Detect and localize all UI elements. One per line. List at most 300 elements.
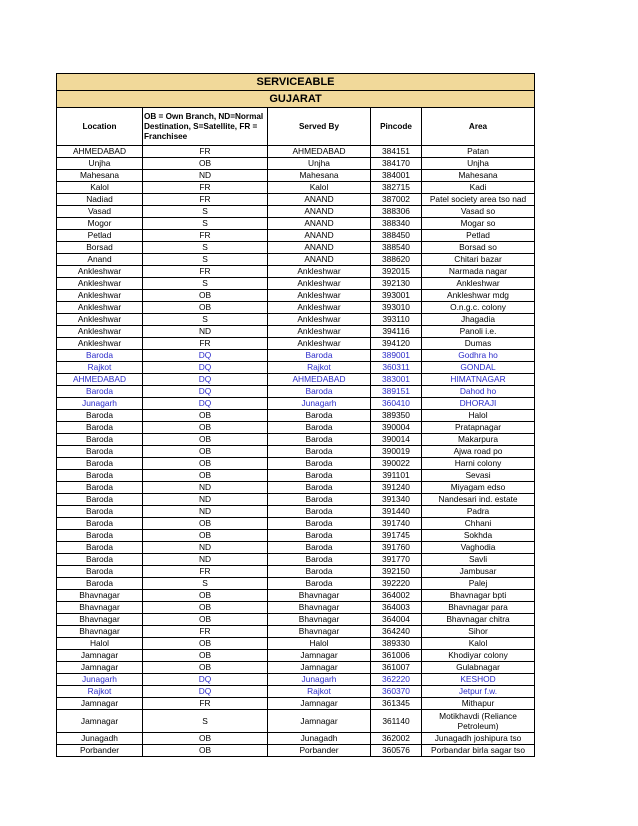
table-row	[57, 686, 535, 698]
cell-location: Baroda	[57, 578, 143, 590]
cell-location: Borsad	[57, 242, 143, 254]
cell-served-by: Bhavnagar	[268, 614, 371, 626]
cell-served-by: Jamnagar	[268, 662, 371, 674]
cell-served-by: Junagarh	[268, 398, 371, 410]
cell-pincode: 361006	[371, 650, 422, 662]
cell-location: Ankleshwar	[57, 278, 143, 290]
cell-served-by: Baroda	[268, 410, 371, 422]
cell-served-by: Ankleshwar	[268, 326, 371, 338]
cell-area: Panoli i.e.	[422, 326, 535, 338]
table-subtitle: GUJARAT	[57, 91, 535, 108]
cell-location: Baroda	[57, 386, 143, 398]
cell-area: Vaghodia	[422, 542, 535, 554]
cell-location: Bhavnagar	[57, 590, 143, 602]
cell-pincode: 383001	[371, 374, 422, 386]
cell-pincode: 364002	[371, 590, 422, 602]
cell-type: OB	[143, 745, 268, 757]
table-row	[57, 302, 535, 314]
cell-location: Mahesana	[57, 170, 143, 182]
table-row	[57, 146, 535, 158]
cell-area: Petlad	[422, 230, 535, 242]
cell-served-by: Halol	[268, 638, 371, 650]
cell-location: Unjha	[57, 158, 143, 170]
cell-pincode: 391101	[371, 470, 422, 482]
cell-area: Pratapnagar	[422, 422, 535, 434]
cell-type: OB	[143, 470, 268, 482]
cell-area: Borsad so	[422, 242, 535, 254]
cell-type: FR	[143, 194, 268, 206]
table-row	[57, 254, 535, 266]
cell-pincode: 393001	[371, 290, 422, 302]
cell-area: Harni colony	[422, 458, 535, 470]
table-row	[57, 626, 535, 638]
table-row	[57, 158, 535, 170]
cell-location: Baroda	[57, 494, 143, 506]
table-row	[57, 733, 535, 745]
cell-pincode: 364004	[371, 614, 422, 626]
cell-area: Nandesari ind. estate	[422, 494, 535, 506]
cell-pincode: 364003	[371, 602, 422, 614]
cell-type: OB	[143, 590, 268, 602]
cell-served-by: Baroda	[268, 422, 371, 434]
cell-area: Narmada nagar	[422, 266, 535, 278]
table-row	[57, 434, 535, 446]
cell-type: DQ	[143, 398, 268, 410]
cell-location: AHMEDABAD	[57, 374, 143, 386]
cell-pincode: 362002	[371, 733, 422, 745]
cell-served-by: ANAND	[268, 242, 371, 254]
cell-pincode: 364240	[371, 626, 422, 638]
cell-type: FR	[143, 182, 268, 194]
cell-location: Baroda	[57, 554, 143, 566]
table-title: SERVICEABLE	[57, 74, 535, 91]
table-row	[57, 314, 535, 326]
cell-location: Jamnagar	[57, 650, 143, 662]
cell-location: Ankleshwar	[57, 290, 143, 302]
table-row	[57, 170, 535, 182]
cell-served-by: Ankleshwar	[268, 266, 371, 278]
cell-type: S	[143, 206, 268, 218]
table-row	[57, 218, 535, 230]
cell-served-by: Baroda	[268, 386, 371, 398]
cell-type: FR	[143, 338, 268, 350]
cell-served-by: Baroda	[268, 458, 371, 470]
cell-area: Bhavnagar para	[422, 602, 535, 614]
cell-served-by: Rajkot	[268, 362, 371, 374]
cell-served-by: Baroda	[268, 446, 371, 458]
cell-served-by: Rajkot	[268, 686, 371, 698]
cell-type: DQ	[143, 674, 268, 686]
cell-pincode: 389330	[371, 638, 422, 650]
table-row	[57, 374, 535, 386]
cell-pincode: 388450	[371, 230, 422, 242]
cell-location: Jamnagar	[57, 662, 143, 674]
cell-served-by: Bhavnagar	[268, 590, 371, 602]
cell-location: Porbander	[57, 745, 143, 757]
cell-pincode: 384151	[371, 146, 422, 158]
header-pincode: Pincode	[371, 108, 422, 146]
cell-area: Jetpur f.w.	[422, 686, 535, 698]
cell-pincode: 360576	[371, 745, 422, 757]
cell-served-by: Porbander	[268, 745, 371, 757]
table-row	[57, 278, 535, 290]
cell-area: Sevasi	[422, 470, 535, 482]
cell-pincode: 392130	[371, 278, 422, 290]
cell-area: Patel society area tso nad	[422, 194, 535, 206]
cell-type: ND	[143, 506, 268, 518]
cell-area: Bhavnagar chitra	[422, 614, 535, 626]
cell-type: DQ	[143, 686, 268, 698]
cell-served-by: Baroda	[268, 554, 371, 566]
cell-location: Vasad	[57, 206, 143, 218]
table-row	[57, 482, 535, 494]
cell-pincode: 392220	[371, 578, 422, 590]
cell-location: Mogor	[57, 218, 143, 230]
cell-location: Baroda	[57, 422, 143, 434]
cell-type: DQ	[143, 386, 268, 398]
cell-type: OB	[143, 602, 268, 614]
table-row	[57, 554, 535, 566]
cell-pincode: 384170	[371, 158, 422, 170]
header-row	[57, 108, 535, 146]
cell-served-by: Baroda	[268, 350, 371, 362]
cell-location: AHMEDABAD	[57, 146, 143, 158]
cell-type: FR	[143, 266, 268, 278]
cell-pincode: 394120	[371, 338, 422, 350]
cell-served-by: Ankleshwar	[268, 290, 371, 302]
cell-served-by: Baroda	[268, 434, 371, 446]
cell-location: Baroda	[57, 470, 143, 482]
table-row	[57, 638, 535, 650]
cell-location: Baroda	[57, 446, 143, 458]
cell-pincode: 360370	[371, 686, 422, 698]
cell-pincode: 390004	[371, 422, 422, 434]
cell-type: OB	[143, 422, 268, 434]
cell-location: Baroda	[57, 542, 143, 554]
cell-area: Gulabnagar	[422, 662, 535, 674]
cell-type: ND	[143, 482, 268, 494]
cell-area: Porbandar birla sagar tso	[422, 745, 535, 757]
table-row	[57, 410, 535, 422]
cell-pincode: 382715	[371, 182, 422, 194]
table-row	[57, 590, 535, 602]
cell-location: Anand	[57, 254, 143, 266]
cell-served-by: ANAND	[268, 194, 371, 206]
cell-area: GONDAL	[422, 362, 535, 374]
cell-pincode: 389350	[371, 410, 422, 422]
cell-pincode: 390022	[371, 458, 422, 470]
cell-type: OB	[143, 410, 268, 422]
cell-area: Bhavnagar bpti	[422, 590, 535, 602]
cell-area: Patan	[422, 146, 535, 158]
cell-type: OB	[143, 290, 268, 302]
cell-location: Baroda	[57, 482, 143, 494]
table-row	[57, 230, 535, 242]
table-row	[57, 578, 535, 590]
cell-pincode: 387002	[371, 194, 422, 206]
cell-type: FR	[143, 698, 268, 710]
cell-location: Baroda	[57, 350, 143, 362]
cell-served-by: Baroda	[268, 506, 371, 518]
cell-type: OB	[143, 650, 268, 662]
cell-location: Rajkot	[57, 686, 143, 698]
cell-type: DQ	[143, 374, 268, 386]
cell-location: Kalol	[57, 182, 143, 194]
cell-type: OB	[143, 614, 268, 626]
cell-served-by: Bhavnagar	[268, 626, 371, 638]
header-location: Location	[57, 108, 143, 146]
cell-served-by: Baroda	[268, 482, 371, 494]
cell-area: Dahod ho	[422, 386, 535, 398]
cell-pincode: 388306	[371, 206, 422, 218]
cell-pincode: 392015	[371, 266, 422, 278]
cell-location: Baroda	[57, 506, 143, 518]
cell-served-by: Bhavnagar	[268, 602, 371, 614]
cell-type: OB	[143, 733, 268, 745]
cell-pincode: 389001	[371, 350, 422, 362]
header-type: OB = Own Branch, ND=Normal Destination, S=Satellite, FR = Franchisee	[143, 108, 268, 146]
cell-pincode: 362220	[371, 674, 422, 686]
cell-served-by: Junagadh	[268, 733, 371, 745]
cell-pincode: 393010	[371, 302, 422, 314]
cell-area: Chitari bazar	[422, 254, 535, 266]
table-row	[57, 518, 535, 530]
cell-type: S	[143, 578, 268, 590]
cell-area: Sihor	[422, 626, 535, 638]
cell-type: OB	[143, 158, 268, 170]
cell-type: S	[143, 710, 268, 733]
cell-location: Ankleshwar	[57, 326, 143, 338]
cell-area: Mithapur	[422, 698, 535, 710]
cell-type: S	[143, 314, 268, 326]
cell-type: DQ	[143, 350, 268, 362]
cell-area: Kalol	[422, 638, 535, 650]
cell-area: Sokhda	[422, 530, 535, 542]
cell-location: Jamnagar	[57, 698, 143, 710]
serviceable-table	[56, 73, 535, 757]
cell-type: OB	[143, 446, 268, 458]
cell-area: Vasad so	[422, 206, 535, 218]
cell-type: OB	[143, 458, 268, 470]
cell-location: Ankleshwar	[57, 314, 143, 326]
cell-pincode: 388540	[371, 242, 422, 254]
cell-location: Petlad	[57, 230, 143, 242]
cell-type: OB	[143, 530, 268, 542]
table-row	[57, 674, 535, 686]
cell-location: Junagarh	[57, 674, 143, 686]
table-row	[57, 602, 535, 614]
cell-type: S	[143, 254, 268, 266]
cell-served-by: Baroda	[268, 518, 371, 530]
cell-location: Baroda	[57, 530, 143, 542]
cell-location: Halol	[57, 638, 143, 650]
cell-location: Junagadh	[57, 733, 143, 745]
subtitle-row	[57, 91, 535, 108]
cell-location: Nadiad	[57, 194, 143, 206]
cell-pincode: 390014	[371, 434, 422, 446]
cell-served-by: Jamnagar	[268, 710, 371, 733]
cell-served-by: Baroda	[268, 542, 371, 554]
cell-area: Ajwa road po	[422, 446, 535, 458]
table-row	[57, 506, 535, 518]
cell-location: Bhavnagar	[57, 626, 143, 638]
cell-location: Ankleshwar	[57, 302, 143, 314]
cell-area: Ankleshwar mdg	[422, 290, 535, 302]
cell-pincode: 390019	[371, 446, 422, 458]
table-row	[57, 458, 535, 470]
cell-pincode: 388620	[371, 254, 422, 266]
cell-type: ND	[143, 170, 268, 182]
cell-location: Junagarh	[57, 398, 143, 410]
table-row	[57, 326, 535, 338]
cell-area: Jambusar	[422, 566, 535, 578]
cell-location: Ankleshwar	[57, 266, 143, 278]
cell-area: Makarpura	[422, 434, 535, 446]
cell-served-by: AHMEDABAD	[268, 374, 371, 386]
cell-area: Palej	[422, 578, 535, 590]
cell-area: Motikhavdi (Reliance Petroleum)	[422, 710, 535, 733]
cell-location: Ankleshwar	[57, 338, 143, 350]
cell-type: S	[143, 218, 268, 230]
cell-area: DHORAJI	[422, 398, 535, 410]
cell-type: OB	[143, 662, 268, 674]
cell-location: Baroda	[57, 410, 143, 422]
cell-pincode: 389151	[371, 386, 422, 398]
cell-type: FR	[143, 230, 268, 242]
table-row	[57, 446, 535, 458]
cell-served-by: ANAND	[268, 206, 371, 218]
cell-pincode: 361345	[371, 698, 422, 710]
table-row	[57, 530, 535, 542]
cell-area: Khodiyar colony	[422, 650, 535, 662]
cell-location: Rajkot	[57, 362, 143, 374]
table-row	[57, 266, 535, 278]
cell-served-by: Jamnagar	[268, 650, 371, 662]
cell-pincode: 384001	[371, 170, 422, 182]
cell-area: Padra	[422, 506, 535, 518]
header-served-by: Served By	[268, 108, 371, 146]
cell-type: DQ	[143, 362, 268, 374]
header-area: Area	[422, 108, 535, 146]
table-row	[57, 362, 535, 374]
cell-served-by: ANAND	[268, 254, 371, 266]
cell-area: Godhra ho	[422, 350, 535, 362]
table-row	[57, 290, 535, 302]
cell-location: Baroda	[57, 518, 143, 530]
cell-area: Jhagadia	[422, 314, 535, 326]
cell-location: Jamnagar	[57, 710, 143, 733]
table-row	[57, 242, 535, 254]
cell-location: Bhavnagar	[57, 602, 143, 614]
cell-area: Dumas	[422, 338, 535, 350]
cell-type: ND	[143, 326, 268, 338]
cell-location: Baroda	[57, 566, 143, 578]
cell-served-by: ANAND	[268, 230, 371, 242]
cell-area: Junagadh joshipura tso	[422, 733, 535, 745]
cell-location: Bhavnagar	[57, 614, 143, 626]
cell-served-by: Kalol	[268, 182, 371, 194]
cell-type: S	[143, 278, 268, 290]
table-row	[57, 566, 535, 578]
cell-served-by: Baroda	[268, 494, 371, 506]
cell-pincode: 360410	[371, 398, 422, 410]
table-row	[57, 194, 535, 206]
cell-pincode: 394116	[371, 326, 422, 338]
cell-location: Baroda	[57, 458, 143, 470]
cell-type: OB	[143, 638, 268, 650]
cell-served-by: Jamnagar	[268, 698, 371, 710]
cell-area: Ankleshwar	[422, 278, 535, 290]
cell-served-by: Baroda	[268, 578, 371, 590]
cell-served-by: Ankleshwar	[268, 302, 371, 314]
cell-type: FR	[143, 146, 268, 158]
cell-area: Unjha	[422, 158, 535, 170]
cell-area: HIMATNAGAR	[422, 374, 535, 386]
cell-area: Halol	[422, 410, 535, 422]
cell-location: Baroda	[57, 434, 143, 446]
cell-served-by: Ankleshwar	[268, 314, 371, 326]
cell-type: OB	[143, 302, 268, 314]
cell-served-by: Junagarh	[268, 674, 371, 686]
cell-pincode: 391340	[371, 494, 422, 506]
cell-pincode: 393110	[371, 314, 422, 326]
cell-type: FR	[143, 626, 268, 638]
table-row	[57, 470, 535, 482]
cell-served-by: Baroda	[268, 470, 371, 482]
cell-pincode: 391745	[371, 530, 422, 542]
table-body	[57, 146, 535, 757]
table-row	[57, 422, 535, 434]
table-row	[57, 494, 535, 506]
cell-type: OB	[143, 518, 268, 530]
cell-pincode: 361007	[371, 662, 422, 674]
cell-pincode: 391740	[371, 518, 422, 530]
cell-area: Mogar so	[422, 218, 535, 230]
table-row	[57, 182, 535, 194]
table-row	[57, 650, 535, 662]
cell-type: ND	[143, 542, 268, 554]
cell-served-by: Ankleshwar	[268, 338, 371, 350]
table-row	[57, 662, 535, 674]
cell-pincode: 388340	[371, 218, 422, 230]
cell-type: ND	[143, 554, 268, 566]
cell-pincode: 391240	[371, 482, 422, 494]
cell-served-by: ANAND	[268, 218, 371, 230]
table-row	[57, 338, 535, 350]
cell-served-by: Unjha	[268, 158, 371, 170]
cell-area: Chhani	[422, 518, 535, 530]
cell-area: Kadi	[422, 182, 535, 194]
cell-served-by: Baroda	[268, 566, 371, 578]
cell-type: ND	[143, 494, 268, 506]
table-row	[57, 398, 535, 410]
cell-pincode: 391760	[371, 542, 422, 554]
cell-area: Mahesana	[422, 170, 535, 182]
cell-served-by: Mahesana	[268, 170, 371, 182]
cell-served-by: AHMEDABAD	[268, 146, 371, 158]
cell-pincode: 391440	[371, 506, 422, 518]
cell-area: KESHOD	[422, 674, 535, 686]
cell-pincode: 361140	[371, 710, 422, 733]
cell-type: S	[143, 242, 268, 254]
table-row	[57, 698, 535, 710]
cell-area: Savli	[422, 554, 535, 566]
cell-served-by: Baroda	[268, 530, 371, 542]
cell-pincode: 392150	[371, 566, 422, 578]
cell-type: OB	[143, 434, 268, 446]
cell-pincode: 391770	[371, 554, 422, 566]
cell-area: O.n.g.c. colony	[422, 302, 535, 314]
